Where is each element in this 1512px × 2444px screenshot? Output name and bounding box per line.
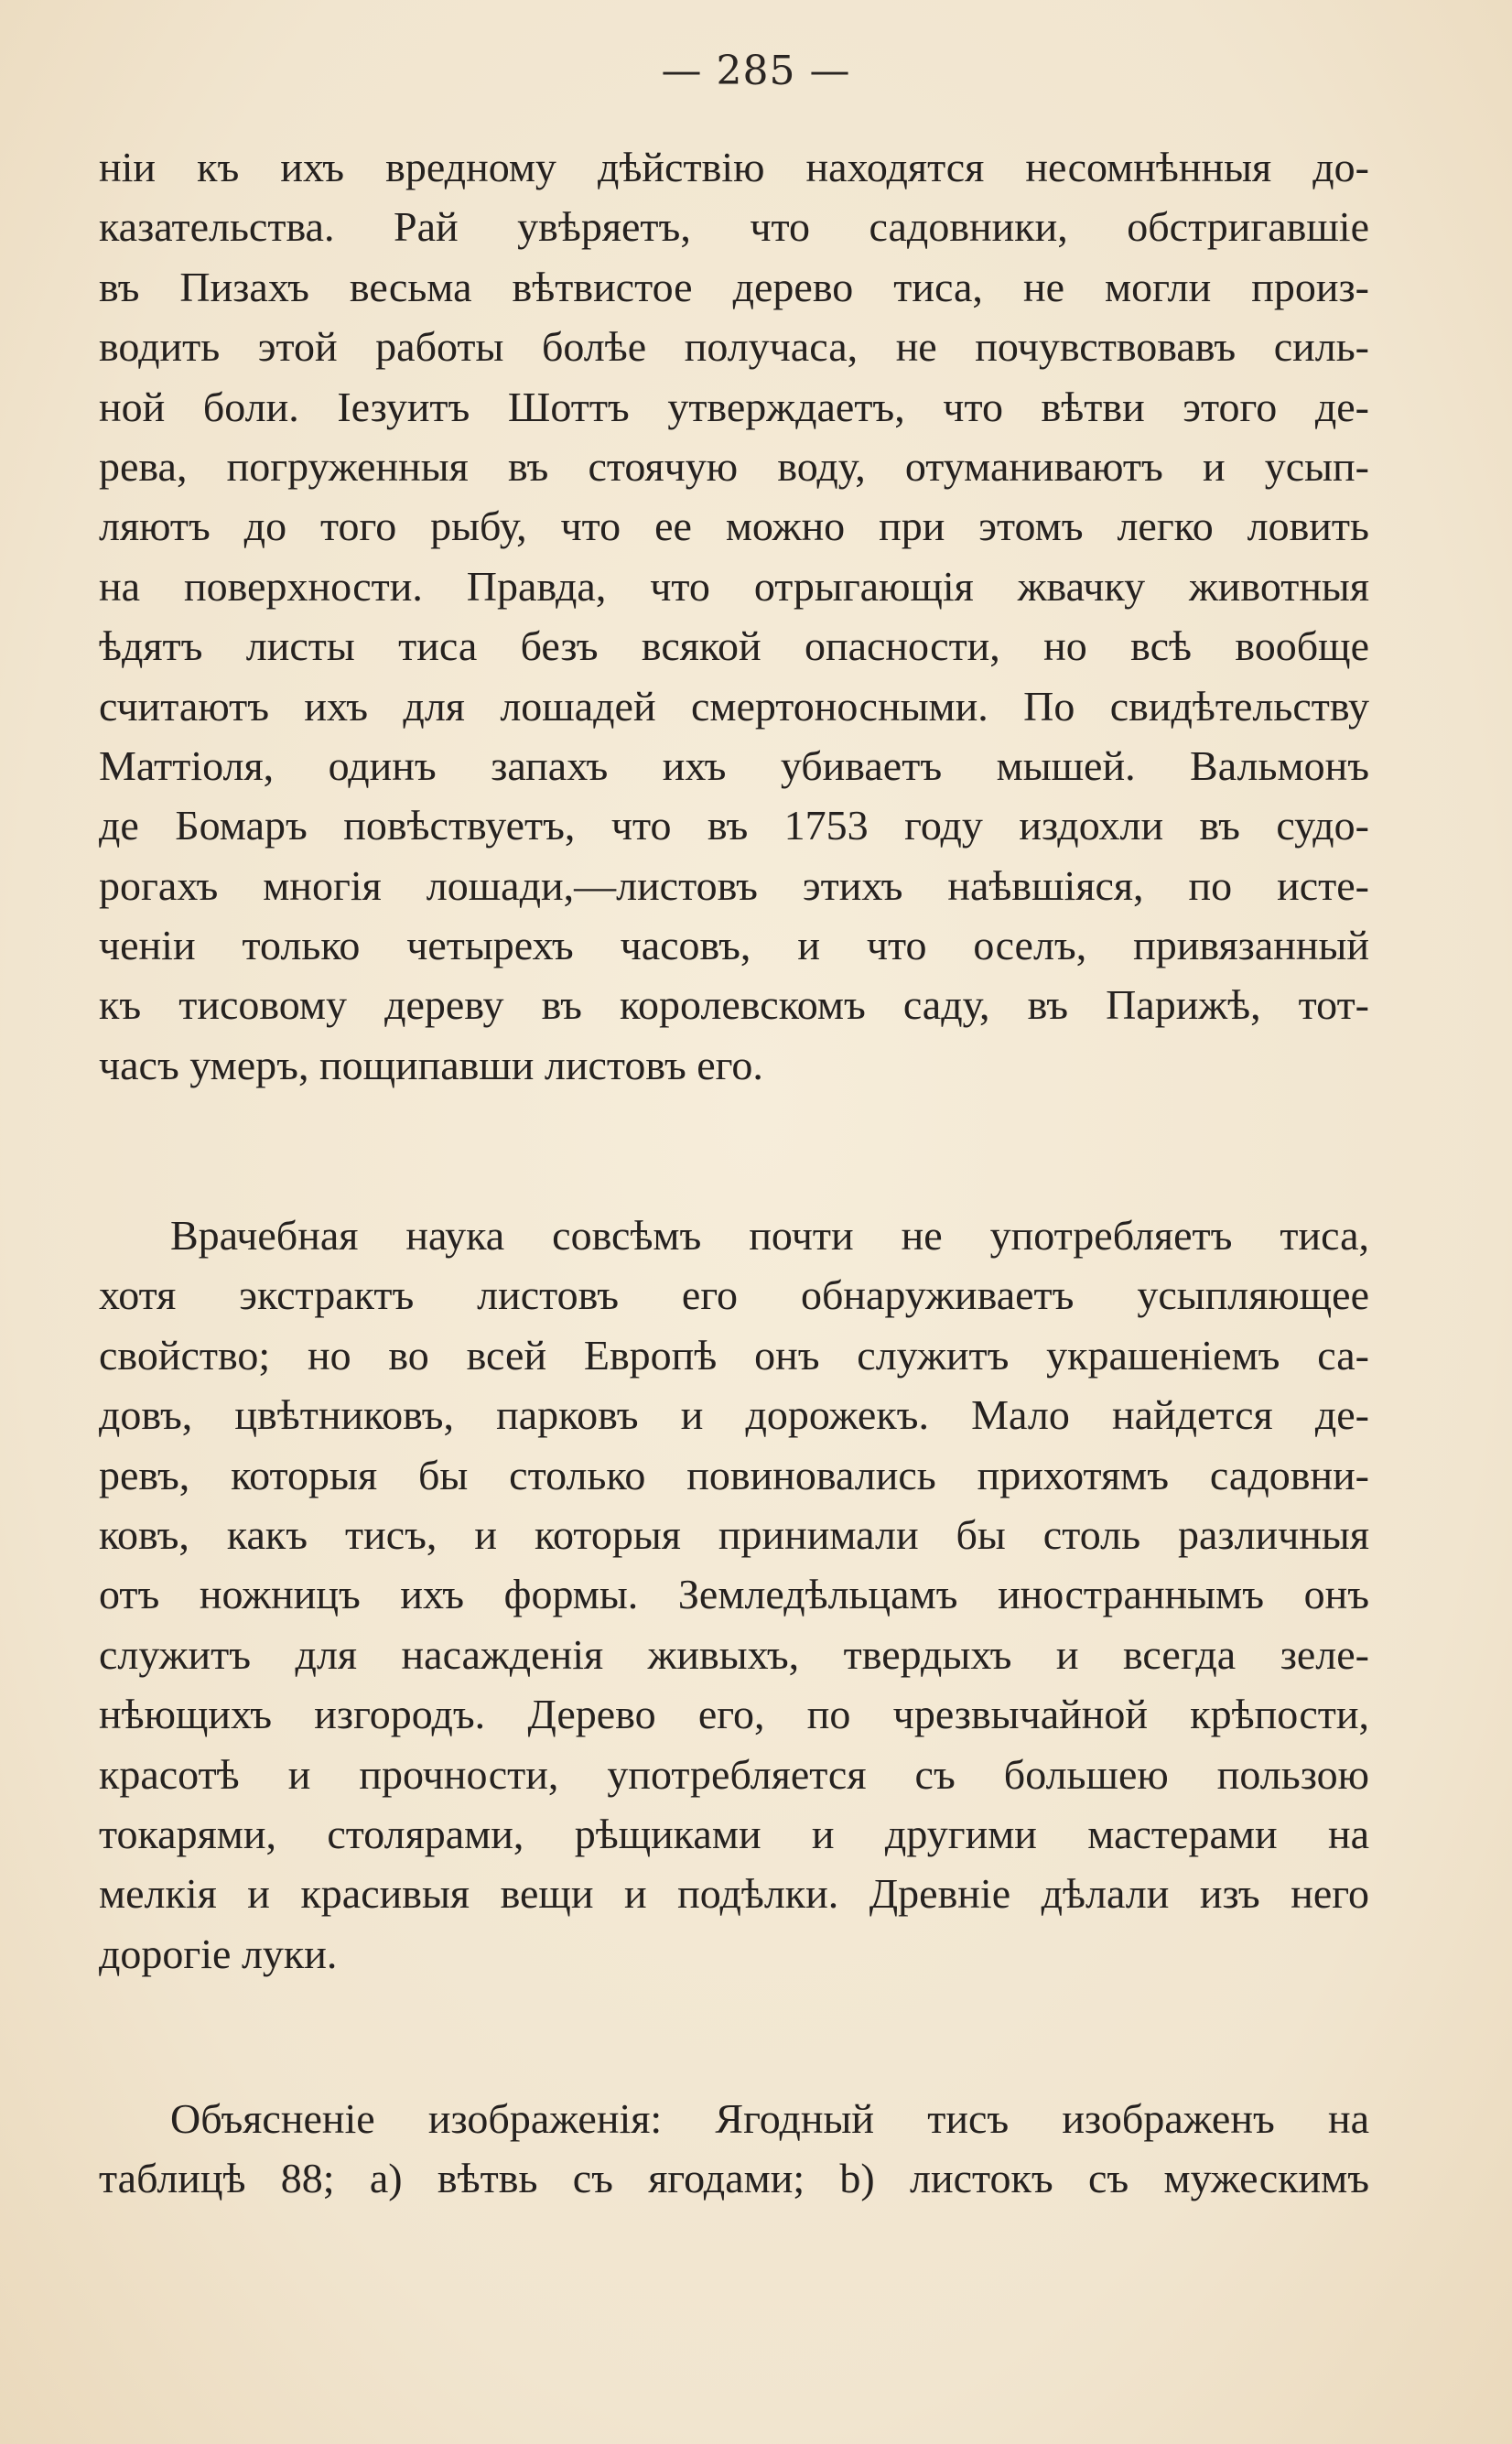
text-line: водить этой работы болѣе получаса, не почувствовавъ силь-: [99, 323, 1369, 371]
text-line: хотя экстрактъ листовъ его обнаруживаетъ усыпляющее: [99, 1271, 1369, 1319]
text-line: дорогiе луки.: [99, 1930, 338, 1977]
text-line: Врачебная наука совсѣмъ почти не употребляетъ тиса,: [170, 1212, 1369, 1259]
text-line: Маттiоля, одинъ запахъ ихъ убиваетъ мышей. Вальмонъ: [99, 741, 1369, 789]
text-line: де Бомаръ повѣствуетъ, что въ 1753 году издохли въ судо-: [99, 802, 1369, 849]
paragraph-yew-uses: [99, 1206, 1369, 1984]
text-line: отъ ножницъ ихъ формы. Земледѣльцамъ иностраннымъ онъ: [99, 1571, 1369, 1618]
paragraph-figure-explanation: [99, 2089, 1369, 2209]
text-line: на поверхности. Правда, что отрыгающiя жвачку животныя: [99, 562, 1369, 610]
text-line: казательства. Рай увѣряетъ, что садовники, обстригавшiе: [99, 203, 1369, 251]
text-line: ченiи только четырехъ часовъ, и что оселъ, привязанный: [99, 922, 1369, 969]
text-line: ѣдятъ листы тиса безъ всякой опасности, но всѣ вообще: [99, 622, 1369, 670]
text-line: Объясненiе изображенiя: Ягодный тисъ изображенъ на: [170, 2095, 1369, 2142]
text-line: часъ умеръ, пощипавши листовъ его.: [99, 1041, 763, 1088]
text-line: мелкiя и красивыя вещи и подѣлки. Древнiе дѣлали изъ него: [99, 1870, 1369, 1918]
text-line: красотѣ и прочности, употребляется съ большею пользою: [99, 1750, 1369, 1798]
text-line: ковъ, какъ тисъ, и которыя принимали бы столь различныя: [99, 1510, 1369, 1558]
text-line: къ тисовому дереву въ королевскомъ саду, въ Парижѣ, тот-: [99, 981, 1369, 1029]
text-line: таблицѣ 88; а) вѣтвь съ ягодами; b) листокъ съ мужескимъ: [99, 2155, 1369, 2202]
text-line: ревъ, которыя бы столько повиновались прихотямъ садовни-: [99, 1451, 1369, 1498]
page-number: — 285 —: [661, 48, 851, 94]
text-line: довъ, цвѣтниковъ, парковъ и дорожекъ. Мало найдется де-: [99, 1391, 1369, 1439]
text-line: служитъ для насажденiя живыхъ, твердыхъ и всегда зеле-: [99, 1630, 1369, 1678]
text-line: нѣющихъ изгородъ. Дерево его, по чрезвычайной крѣпости,: [99, 1691, 1369, 1738]
text-line: нiи къ ихъ вредному дѣйствiю находятся несомнѣнныя до-: [99, 144, 1369, 190]
text-line: ной боли. Iезуитъ Шоттъ утверждаетъ, что вѣтви этого де-: [99, 383, 1369, 430]
text-line: ляютъ до того рыбу, что ее можно при этомъ легко ловить: [99, 503, 1369, 550]
text-line: рогахъ многiя лошади,—листовъ этихъ наѣвшiяся, по исте-: [99, 861, 1369, 909]
paragraph-yew-toxicity: [99, 137, 1369, 1095]
text-line: рева, погруженныя въ стоячую воду, отуманиваютъ и усып-: [99, 442, 1369, 490]
text-line: свойство; но во всей Европѣ онъ служитъ украшенiемъ са-: [99, 1331, 1369, 1379]
text-line: въ Пизахъ весьма вѣтвистое дерево тиса, не могли произ-: [99, 263, 1369, 310]
text-line: считаютъ ихъ для лошадей смертоносными. По свидѣтельству: [99, 682, 1369, 730]
text-line: токарями, столярами, рѣщиками и другими мастерами на: [99, 1810, 1369, 1857]
